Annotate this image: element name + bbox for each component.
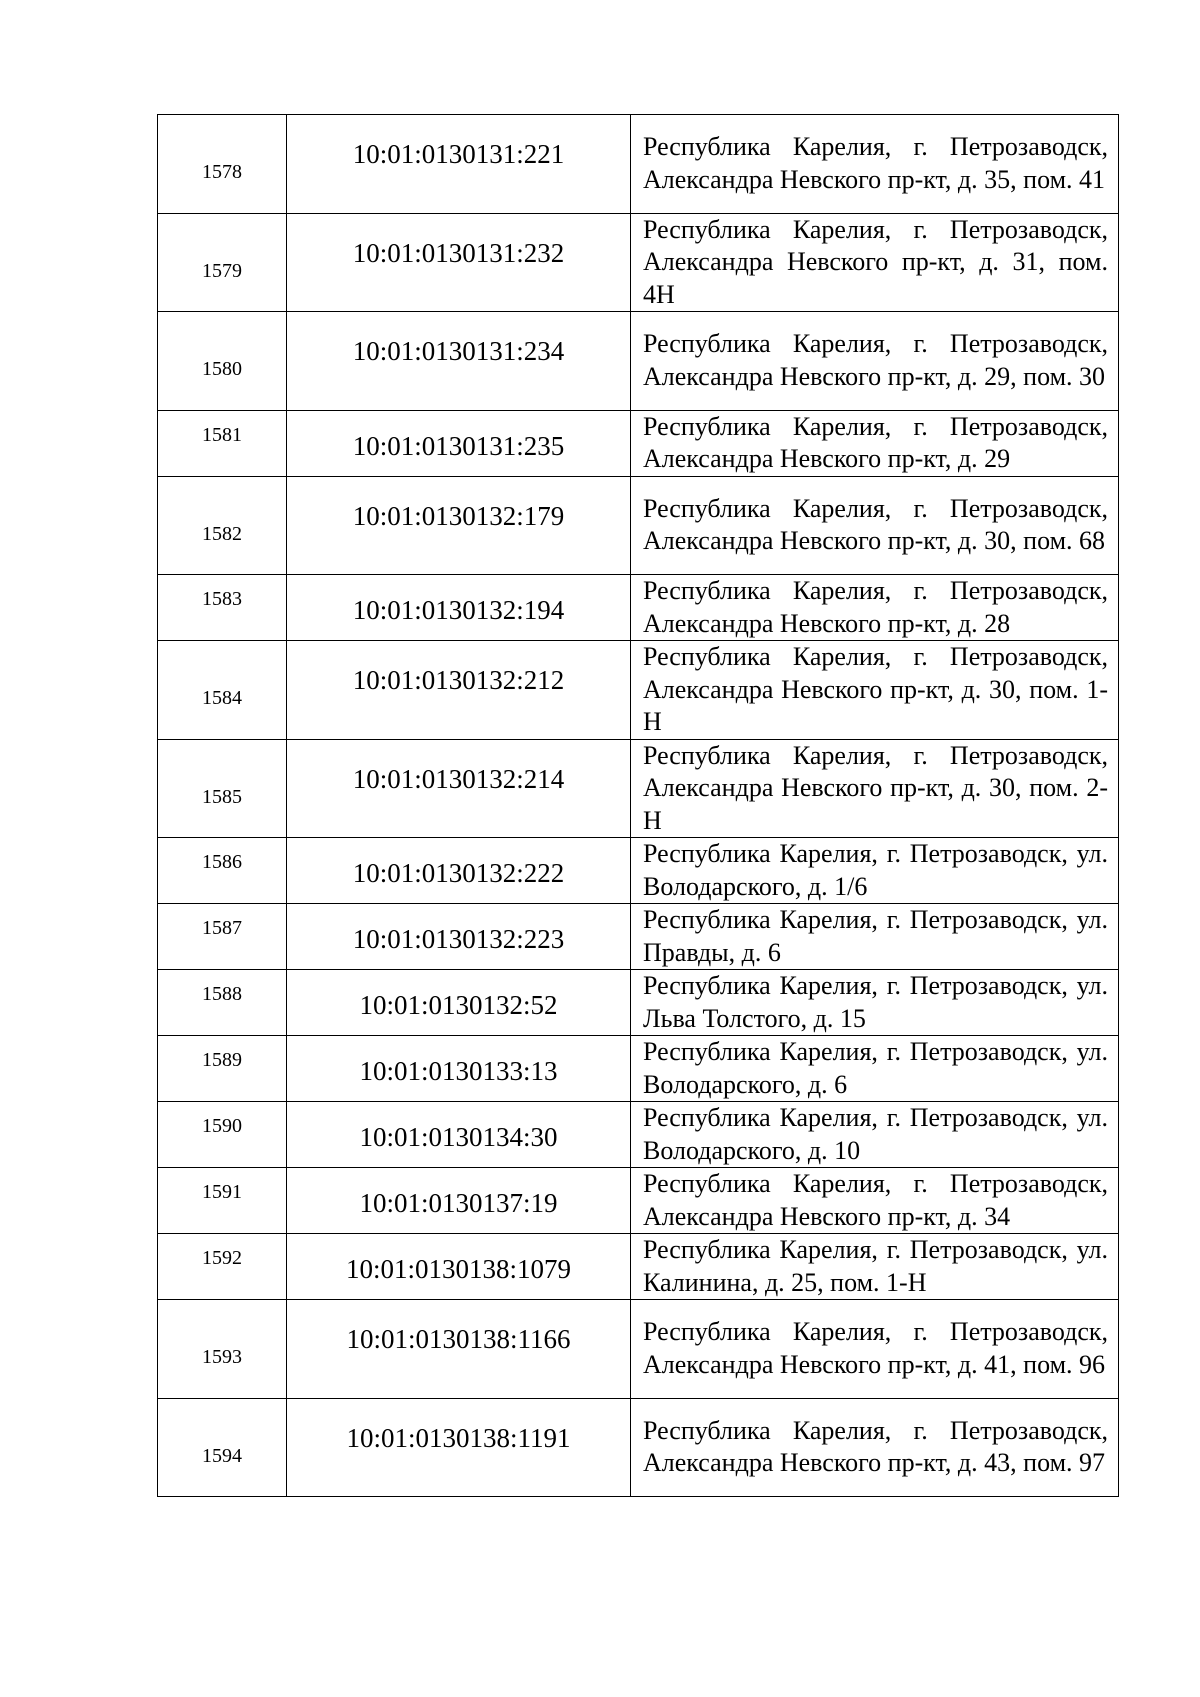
row-number-cell: 1593 [158, 1300, 287, 1399]
property-registry-table [157, 114, 1119, 1497]
address-text: Республика Карелия, г. Петрозаводск, Александра Невского пр-кт, д. 28 [643, 576, 1108, 638]
cadastral-number-cell: 10:01:0130132:212 [287, 641, 631, 740]
table-row [158, 1300, 1119, 1399]
cadastral-number-cell: 10:01:0130132:214 [287, 739, 631, 838]
address-text: Республика Карелия, г. Петрозаводск, ул. Льва Толстого, д. 15 [643, 971, 1108, 1033]
address-text: Республика Карелия, г. Петрозаводск, Александра Невского пр-кт, д. 30, пом. 68 [643, 493, 1108, 556]
cadastral-number-cell: 10:01:0130132:52 [287, 970, 631, 1036]
row-number-cell: 1592 [158, 1234, 287, 1300]
address-cell [631, 1234, 1119, 1300]
address-cell [631, 115, 1119, 214]
address-text: Республика Карелия, г. Петрозаводск, ул. Володарского, д. 10 [643, 1103, 1108, 1165]
row-number-cell: 1583 [158, 575, 287, 641]
row-number-cell: 1584 [158, 641, 287, 740]
cadastral-number-cell: 10:01:0130138:1166 [287, 1300, 631, 1399]
address-cell [631, 575, 1119, 641]
table-row [158, 1398, 1119, 1497]
address-cell [631, 213, 1119, 312]
cadastral-number-cell: 10:01:0130133:13 [287, 1036, 631, 1102]
row-number-cell: 1590 [158, 1102, 287, 1168]
table-row [158, 838, 1119, 904]
row-number-cell: 1585 [158, 739, 287, 838]
address-text: Республика Карелия, г. Петрозаводск, ул. Володарского, д. 1/6 [643, 839, 1108, 901]
address-text: Республика Карелия, г. Петрозаводск, ул. Володарского, д. 6 [643, 1037, 1108, 1099]
address-cell [631, 838, 1119, 904]
address-cell [631, 476, 1119, 575]
row-number-cell: 1578 [158, 115, 287, 214]
address-text: Республика Карелия, г. Петрозаводск, Александра Невского пр-кт, д. 29 [643, 411, 1108, 473]
address-text: Республика Карелия, г. Петрозаводск, Александра Невского пр-кт, д. 34 [643, 1169, 1108, 1231]
address-cell [631, 410, 1119, 476]
table-row [158, 641, 1119, 740]
row-number-cell: 1580 [158, 312, 287, 411]
address-cell [631, 1036, 1119, 1102]
cadastral-number-cell: 10:01:0130138:1079 [287, 1234, 631, 1300]
address-cell [631, 312, 1119, 411]
row-number-cell: 1588 [158, 970, 287, 1036]
table-row [158, 1036, 1119, 1102]
address-text: Республика Карелия, г. Петрозаводск, Александра Невского пр-кт, д. 35, пом. 41 [643, 132, 1108, 194]
table-row [158, 410, 1119, 476]
row-number-cell: 1581 [158, 410, 287, 476]
table-row [158, 476, 1119, 575]
table-row [158, 312, 1119, 411]
address-text: Республика Карелия, г. Петрозаводск, Александра Невского пр-кт, д. 41, пом. 96 [643, 1317, 1108, 1379]
registry-table-body [158, 115, 1119, 1497]
address-text: Республика Карелия, г. Петрозаводск, Александра Невского пр-кт, д. 29, пом. 30 [643, 329, 1108, 391]
cadastral-number-cell: 10:01:0130131:232 [287, 213, 631, 312]
row-number-cell: 1594 [158, 1398, 287, 1497]
table-row [158, 213, 1119, 312]
cadastral-number-cell: 10:01:0130138:1191 [287, 1398, 631, 1497]
cadastral-number-cell: 10:01:0130132:223 [287, 904, 631, 970]
address-cell [631, 904, 1119, 970]
cadastral-number-cell: 10:01:0130132:194 [287, 575, 631, 641]
cadastral-number-cell: 10:01:0130131:235 [287, 410, 631, 476]
address-text: Республика Карелия, г. Петрозаводск, Александра Невского пр-кт, д. 43, пом. 97 [643, 1415, 1108, 1478]
table-row [158, 970, 1119, 1036]
address-text: Республика Карелия, г. Петрозаводск, ул. Правды, д. 6 [643, 905, 1108, 967]
cadastral-number-cell: 10:01:0130134:30 [287, 1102, 631, 1168]
address-text: Республика Карелия, г. Петрозаводск, Александра Невского пр-кт, д. 31, пом. 4Н [643, 214, 1108, 309]
table-row [158, 1168, 1119, 1234]
address-cell [631, 739, 1119, 838]
address-cell [631, 970, 1119, 1036]
row-number-cell: 1589 [158, 1036, 287, 1102]
address-cell [631, 1168, 1119, 1234]
address-text: Республика Карелия, г. Петрозаводск, Александра Невского пр-кт, д. 30, пом. 2-Н [643, 740, 1108, 835]
address-cell [631, 641, 1119, 740]
row-number-cell: 1582 [158, 476, 287, 575]
address-cell [631, 1300, 1119, 1399]
table-row [158, 1234, 1119, 1300]
table-row [158, 115, 1119, 214]
address-text: Республика Карелия, г. Петрозаводск, ул. Калинина, д. 25, пом. 1-Н [643, 1235, 1108, 1297]
cadastral-number-cell: 10:01:0130132:179 [287, 476, 631, 575]
row-number-cell: 1579 [158, 213, 287, 312]
cadastral-number-cell: 10:01:0130137:19 [287, 1168, 631, 1234]
cadastral-number-cell: 10:01:0130131:221 [287, 115, 631, 214]
row-number-cell: 1591 [158, 1168, 287, 1234]
address-text: Республика Карелия, г. Петрозаводск, Александра Невского пр-кт, д. 30, пом. 1-Н [643, 642, 1108, 736]
cadastral-number-cell: 10:01:0130132:222 [287, 838, 631, 904]
row-number-cell: 1586 [158, 838, 287, 904]
row-number-cell: 1587 [158, 904, 287, 970]
address-cell [631, 1102, 1119, 1168]
table-row [158, 739, 1119, 838]
cadastral-number-cell: 10:01:0130131:234 [287, 312, 631, 411]
table-row [158, 1102, 1119, 1168]
address-cell [631, 1398, 1119, 1497]
table-row [158, 904, 1119, 970]
table-row [158, 575, 1119, 641]
